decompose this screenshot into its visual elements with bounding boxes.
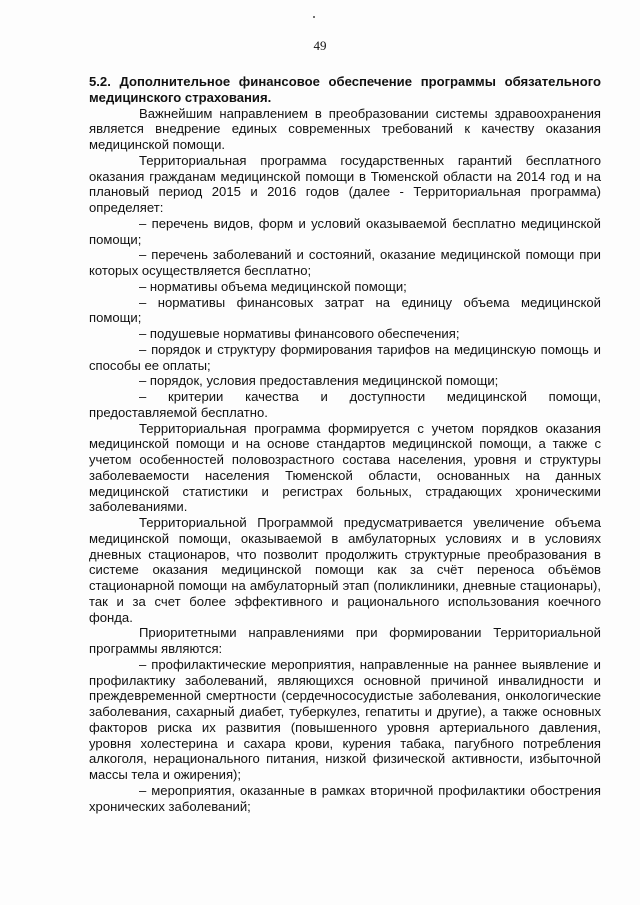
scan-speck <box>313 16 315 18</box>
list-item: – порядок и структуру формирования тарифов на медицинскую помощь и способы ее оплаты; <box>89 341 601 373</box>
list-item: – нормативы объема медицинской помощи; <box>139 278 407 294</box>
list-item: – перечень видов, форм и условий оказываемой бесплатно медицинской помощи; <box>89 215 601 247</box>
paragraph: Приоритетными направлениями при формировании Территориальной программы являются: <box>89 625 601 656</box>
section-heading: 5.2. Дополнительное финансовое обеспечение программы обязательного медицинского страхования. <box>89 74 601 105</box>
page-number: 49 <box>313 38 327 53</box>
list-item: – нормативы финансовых затрат на единицу объема медицинской помощи; <box>89 294 601 326</box>
paragraph: Территориальная программа формируется с учетом порядков оказания медицинской помощи и на основе стандартов медицинской помощи, а также с учетом особенностей половозрастного состава населения, уровня и структуры заболеваемости населения Тюменской области, основанных на данных медицинской статистики и регистрах больных, страдающих хроническими заболеваниями. <box>89 420 601 515</box>
list-item: – порядок, условия предоставления медицинской помощи; <box>139 373 499 389</box>
list-item: – критерии качества и доступности медицинской помощи, предоставляемой бесплатно. <box>89 389 601 420</box>
paragraph: Важнейшим направлением в преобразовании системы здравоохранения является внедрение единых современных требований к качеству оказания медицинской помощи. <box>89 105 601 152</box>
list-item: – мероприятия, оказанные в рамках вторичной профилактики обострения хронических заболеваний; <box>89 782 601 814</box>
paragraph: Территориальной Программой предусматривается увеличение объема медицинской помощи, оказываемой в амбулаторных условиях и в условиях дневных стационаров, что позволит продолжить структурные преобразования в системе оказания медицинской помощи как за счёт переноса объёмов стационарной помощи на амбулаторный этап (поликлиники, дневные стационары), так и за счет более эффективного и рационального использования коечного фонда. <box>89 515 601 625</box>
document-body <box>89 74 601 814</box>
list-item: – профилактические мероприятия, направленные на раннее выявление и профилактику заболеваний, являющихся основной причиной инвалидности и преждевременной смертности (сердечнососудистые заболевания, онкологические заболевания, сахарный диабет, туберкулез, гепатиты и другие), а также основных факторов риска их развития (повышенного уровня артериального давления, уровня холестерина и сахара крови, курения табака, пагубного потребления алкоголя, нерационального питания, низкой физической активности, избыточной массы тела и ожирения); <box>89 656 601 782</box>
paragraph: Территориальная программа государственных гарантий бесплатного оказания гражданам медицинской помощи в Тюменской области на 2014 год и на плановый период 2015 и 2016 годов (далее - Территориальная программа) определяет: <box>89 152 601 215</box>
list-item: – подушевые нормативы финансового обеспечения; <box>139 326 460 341</box>
list-item: – перечень заболеваний и состояний, оказание медицинской помощи при которых осуществляется бесплатно; <box>89 247 601 278</box>
